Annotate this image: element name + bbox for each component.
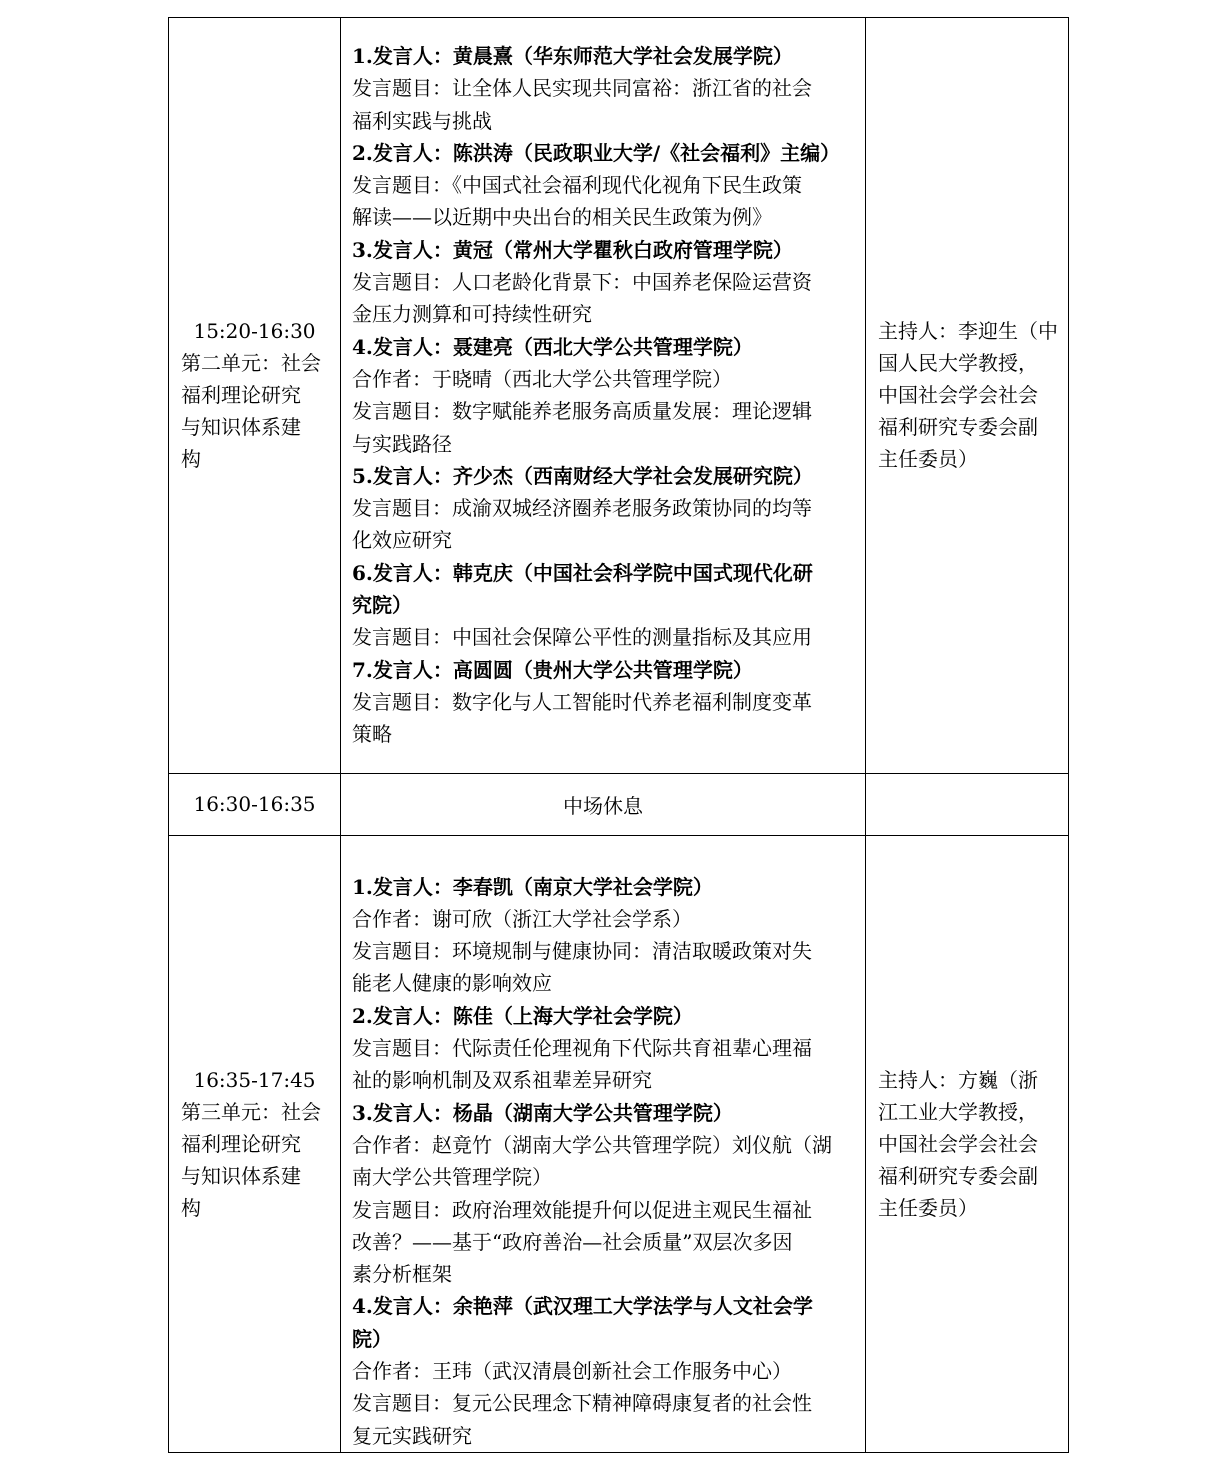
session-time-cell <box>169 18 341 774</box>
speaker-line: 院） <box>352 1326 392 1351</box>
host-line: 主任委员） <box>878 1195 978 1220</box>
session-time-cell <box>169 835 341 1452</box>
speaker-line: 复元实践研究 <box>352 1423 472 1448</box>
speaker-line: 祉的影响机制及双系祖辈差异研究 <box>352 1068 652 1093</box>
speaker-line: 6.发言人：韩克庆（中国社会科学院中国式现代化研 <box>352 560 813 585</box>
host-line: 中国社会学会社会 <box>878 383 1038 408</box>
speaker-line: 发言题目：成渝双城经济圈养老服务政策协同的均等 <box>352 496 812 521</box>
speaker-line: 合作者：王玮（武汉清晨创新社会工作服务中心） <box>352 1358 792 1383</box>
session-speakers <box>341 835 866 1452</box>
session-row <box>169 18 1069 774</box>
speaker-line: 南大学公共管理学院） <box>352 1165 552 1190</box>
session-time: 16:35-17:45 <box>193 1067 316 1092</box>
session-unit-line: 福利理论研究 <box>181 383 301 408</box>
speaker-line: 7.发言人：高圆圆（贵州大学公共管理学院） <box>352 657 753 682</box>
speaker-line: 究院） <box>352 593 412 618</box>
break-host-empty <box>866 773 1069 835</box>
speaker-line: 改善？——基于“政府善治—社会质量”双层次多因 <box>352 1229 793 1254</box>
speaker-line: 策略 <box>352 722 392 747</box>
speaker-line: 发言题目：中国社会保障公平性的测量指标及其应用 <box>352 625 812 650</box>
session-unit-line: 与知识体系建 <box>181 415 301 440</box>
speaker-line: 1.发言人：李春凯（南京大学社会学院） <box>352 874 713 899</box>
speaker-line: 素分析框架 <box>352 1262 452 1287</box>
host-line: 国人民大学教授， <box>878 351 1038 376</box>
speaker-line: 4.发言人：聂建亮（西北大学公共管理学院） <box>352 334 753 359</box>
speaker-line: 发言题目：政府治理效能提升何以促进主观民生福祉 <box>352 1197 812 1222</box>
session-time: 15:20-16:30 <box>193 319 316 344</box>
speaker-line: 发言题目：代际责任伦理视角下代际共育祖辈心理福 <box>352 1036 812 1061</box>
session-unit-line: 构 <box>181 1195 201 1220</box>
host-line: 福利研究专委会副 <box>878 1163 1038 1188</box>
speaker-line: 合作者：谢可欣（浙江大学社会学系） <box>352 906 692 931</box>
session-unit <box>181 1096 328 1224</box>
speaker-line: 化效应研究 <box>352 528 452 553</box>
speaker-line: 合作者：赵竟竹（湖南大学公共管理学院）刘仪航（湖 <box>352 1132 832 1157</box>
break-row <box>169 773 1069 835</box>
session-host <box>866 18 1069 774</box>
break-time: 16:30-16:35 <box>169 773 341 835</box>
speaker-line: 发言题目：《中国式社会福利现代化视角下民生政策 <box>352 173 802 198</box>
session-unit-line: 第三单元：社会 <box>181 1099 321 1124</box>
session-unit-line: 第二单元：社会 <box>181 351 321 376</box>
speaker-line: 1.发言人：黄晨熹（华东师范大学社会发展学院） <box>352 44 793 68</box>
session-unit-line: 福利理论研究 <box>181 1131 301 1156</box>
speaker-line: 发言题目：让全体人民实现共同富裕：浙江省的社会 <box>352 76 812 101</box>
speaker-line: 发言题目：数字化与人工智能时代养老福利制度变革 <box>352 689 812 714</box>
break-label: 中场休息 <box>341 773 866 835</box>
speaker-line: 合作者：于晓晴（西北大学公共管理学院） <box>352 366 732 391</box>
speaker-line: 与实践路径 <box>352 431 452 456</box>
speaker-line: 2.发言人：陈洪涛（民政职业大学/《社会福利》主编） <box>352 140 841 165</box>
speaker-line: 发言题目：人口老龄化背景下：中国养老保险运营资 <box>352 270 812 295</box>
speaker-line: 发言题目：数字赋能养老服务高质量发展：理论逻辑 <box>352 399 812 424</box>
speaker-line: 发言题目：复元公民理念下精神障碍康复者的社会性 <box>352 1391 812 1416</box>
host-line: 江工业大学教授， <box>878 1099 1038 1124</box>
host-line: 主持人：方巍（浙 <box>878 1067 1038 1092</box>
session-unit <box>181 347 328 475</box>
speaker-line: 福利实践与挑战 <box>352 108 492 133</box>
speaker-line: 3.发言人：黄冠（常州大学瞿秋白政府管理学院） <box>352 237 793 262</box>
host-line: 中国社会学会社会 <box>878 1131 1038 1156</box>
schedule-table <box>168 17 1069 1453</box>
speaker-line: 4.发言人：余艳萍（武汉理工大学法学与人文社会学 <box>352 1294 813 1319</box>
speaker-line: 发言题目：环境规制与健康协同：清洁取暖政策对失 <box>352 939 812 964</box>
session-speakers <box>341 18 866 774</box>
speaker-line: 解读——以近期中央出台的相关民生政策为例》 <box>352 205 772 230</box>
session-unit-line: 与知识体系建 <box>181 1163 301 1188</box>
session-row <box>169 835 1069 1452</box>
speaker-line: 3.发言人：杨晶（湖南大学公共管理学院） <box>352 1100 733 1125</box>
host-line: 福利研究专委会副 <box>878 415 1038 440</box>
speaker-line: 5.发言人：齐少杰（西南财经大学社会发展研究院） <box>352 463 813 488</box>
session-unit-line: 构 <box>181 447 201 472</box>
speaker-line: 能老人健康的影响效应 <box>352 971 552 996</box>
host-line: 主任委员） <box>878 447 978 472</box>
host-line: 主持人：李迎生（中 <box>878 319 1058 344</box>
speaker-line: 金压力测算和可持续性研究 <box>352 302 592 327</box>
session-host <box>866 835 1069 1452</box>
speaker-line: 2.发言人：陈佳（上海大学社会学院） <box>352 1003 693 1028</box>
